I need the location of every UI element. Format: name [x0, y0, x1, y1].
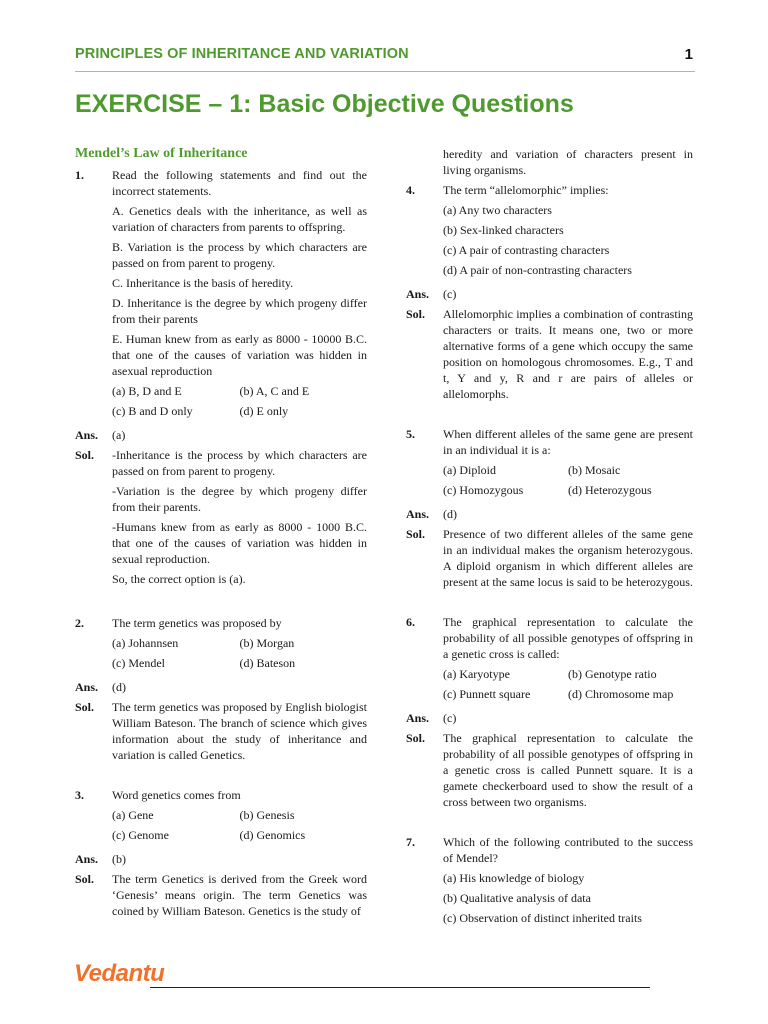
option: (b) Mosaic [568, 463, 621, 477]
question-7 [406, 834, 693, 930]
answer-4 [406, 286, 693, 302]
question-2 [75, 615, 367, 675]
right-column [406, 146, 693, 934]
answer-value: (d) [112, 680, 126, 694]
answer-3 [75, 851, 367, 867]
section-heading: Mendel’s Law of Inheritance [75, 146, 248, 161]
option: (b) Genotype ratio [568, 667, 657, 681]
ans-label: Ans. [75, 680, 99, 694]
options [112, 383, 367, 419]
option: (d) Bateson [239, 656, 296, 670]
solution-2 [75, 699, 367, 763]
solution-3-continued [406, 146, 693, 178]
options [112, 807, 367, 843]
option: (b) Morgan [239, 636, 295, 650]
option: (d) Chromosome map [568, 687, 674, 701]
question-number: 6. [406, 615, 415, 629]
option: (d) A pair of non-contrasting characters [443, 263, 632, 277]
option: (d) E only [239, 404, 289, 418]
question-number: 3. [75, 788, 84, 802]
option: (a) Johannsen [112, 636, 179, 650]
sol-label: Sol. [406, 307, 426, 321]
statement: A. Genetics deals with the inheritance, as well as variation of characters from parents to offspring. [112, 204, 367, 234]
running-header: PRINCIPLES OF INHERITANCE AND VARIATION [75, 46, 409, 62]
solution-text: -Inheritance is the process by which characters are passed on from parent to progeny. [112, 448, 367, 478]
ans-label: Ans. [406, 287, 430, 301]
question-number: 4. [406, 183, 415, 197]
answer-1 [75, 427, 367, 443]
option: (a) Gene [112, 808, 154, 822]
question-text: Which of the following contributed to the success of Mendel? [443, 835, 693, 865]
header-rule [75, 71, 695, 72]
exercise-title: EXERCISE – 1: Basic Objective Questions [75, 90, 574, 118]
solution-3 [75, 871, 367, 919]
options [443, 666, 693, 702]
question-text: Read the following statements and find out the incorrect statements. [112, 168, 367, 198]
question-text: The graphical representation to calculate the probability of all possible genotypes of offspring in a genetic cross is called: [443, 615, 693, 661]
question-number: 1. [75, 168, 84, 182]
sol-label: Sol. [75, 872, 95, 886]
answer-value: (b) [112, 852, 126, 866]
option: (b) A, C and E [239, 384, 310, 398]
option: (c) Genome [112, 828, 169, 842]
question-number: 7. [406, 835, 415, 849]
solution-text: Allelomorphic implies a combination of contrasting characters or traits. It means one, two or more alternative forms of a gene which occupy the same position on homologous chromosomes. E.g., T and t, Y and y, R and r are pairs of alleles or allelomorphs. [443, 307, 693, 401]
solution-text: -Humans knew from as early as 8000 - 1000 B.C. that one of the causes of variation was hidden in sexual reproduction. [112, 520, 367, 566]
option: (c) Punnett square [443, 687, 531, 701]
solution-6 [406, 730, 693, 810]
statement: D. Inheritance is the degree by which progeny differ from their parents [112, 296, 367, 326]
option: (b) Qualitative analysis of data [443, 891, 591, 905]
solution-4 [406, 306, 693, 402]
answer-2 [75, 679, 367, 695]
solution-text: heredity and variation of characters present in living organisms. [443, 147, 693, 177]
vedantu-logo: Vedantu [74, 960, 165, 987]
ans-label: Ans. [406, 711, 430, 725]
option: (c) Mendel [112, 656, 165, 670]
solution-text: The term Genetics is derived from the Greek word ‘Genesis’ means origin. The term Genetics was coined by William Bateson. Genetics is the study of [112, 872, 367, 918]
question-text: Word genetics comes from [112, 788, 241, 802]
question-3 [75, 787, 367, 847]
solution-text: The graphical representation to calculate the probability of all possible genotypes of offspring in a genetic cross is called Punnett square. It is a gamete checkerboard used to show the result of a cross between two organisms. [443, 731, 693, 809]
answer-value: (c) [443, 287, 457, 301]
option: (c) Observation of distinct inherited traits [443, 911, 642, 925]
question-1 [75, 167, 367, 423]
option: (c) B and D only [112, 404, 193, 418]
ans-label: Ans. [406, 507, 430, 521]
sol-label: Sol. [75, 700, 95, 714]
question-5 [406, 426, 693, 502]
solution-text: Presence of two different alleles of the same gene in an individual makes the organism heterozygous. A diploid organism in which different alleles are present at the same locus is said to be heterozygous. [443, 527, 693, 589]
question-text: When different alleles of the same gene are present in an individual it is a: [443, 427, 693, 457]
footer-rule [150, 987, 650, 988]
statement: B. Variation is the process by which characters are passed on from parent to progeny. [112, 240, 367, 270]
question-number: 5. [406, 427, 415, 441]
option: (a) Any two characters [443, 203, 552, 217]
solution-text: The term genetics was proposed by English biologist William Bateson. The branch of science which gives information about the study of inheritance and variation is called Genetics. [112, 700, 367, 762]
solution-1 [75, 447, 367, 591]
option: (a) B, D and E [112, 384, 182, 398]
page-number: 1 [684, 46, 693, 63]
question-6 [406, 614, 693, 706]
left-column [75, 146, 367, 923]
option: (a) Diploid [443, 463, 496, 477]
ans-label: Ans. [75, 428, 99, 442]
ans-label: Ans. [75, 852, 99, 866]
option: (c) Homozygous [443, 483, 524, 497]
solution-text: -Variation is the degree by which progeny differ from their parents. [112, 484, 367, 514]
question-text: The term genetics was proposed by [112, 616, 282, 630]
answer-6 [406, 710, 693, 726]
statement: E. Human knew from as early as 8000 - 10000 B.C. that one of the causes of variation was hidden in asexual reproduction [112, 332, 367, 378]
solution-text: So, the correct option is (a). [112, 572, 246, 586]
sol-label: Sol. [75, 448, 95, 462]
options [443, 462, 693, 498]
sol-label: Sol. [406, 731, 426, 745]
option: (b) Genesis [239, 808, 295, 822]
solution-5 [406, 526, 693, 590]
statement: C. Inheritance is the basis of heredity. [112, 276, 294, 290]
question-number: 2. [75, 616, 84, 630]
option: (b) Sex-linked characters [443, 223, 564, 237]
answer-value: (c) [443, 711, 457, 725]
options [112, 635, 367, 671]
answer-5 [406, 506, 693, 522]
option: (a) His knowledge of biology [443, 871, 585, 885]
option: (d) Heterozygous [568, 483, 652, 497]
question-text: The term “allelomorphic” implies: [443, 183, 609, 197]
option: (c) A pair of contrasting characters [443, 243, 610, 257]
sol-label: Sol. [406, 527, 426, 541]
answer-value: (a) [112, 428, 126, 442]
option: (d) Genomics [239, 828, 306, 842]
option: (a) Karyotype [443, 667, 510, 681]
answer-value: (d) [443, 507, 457, 521]
question-4 [406, 182, 693, 282]
